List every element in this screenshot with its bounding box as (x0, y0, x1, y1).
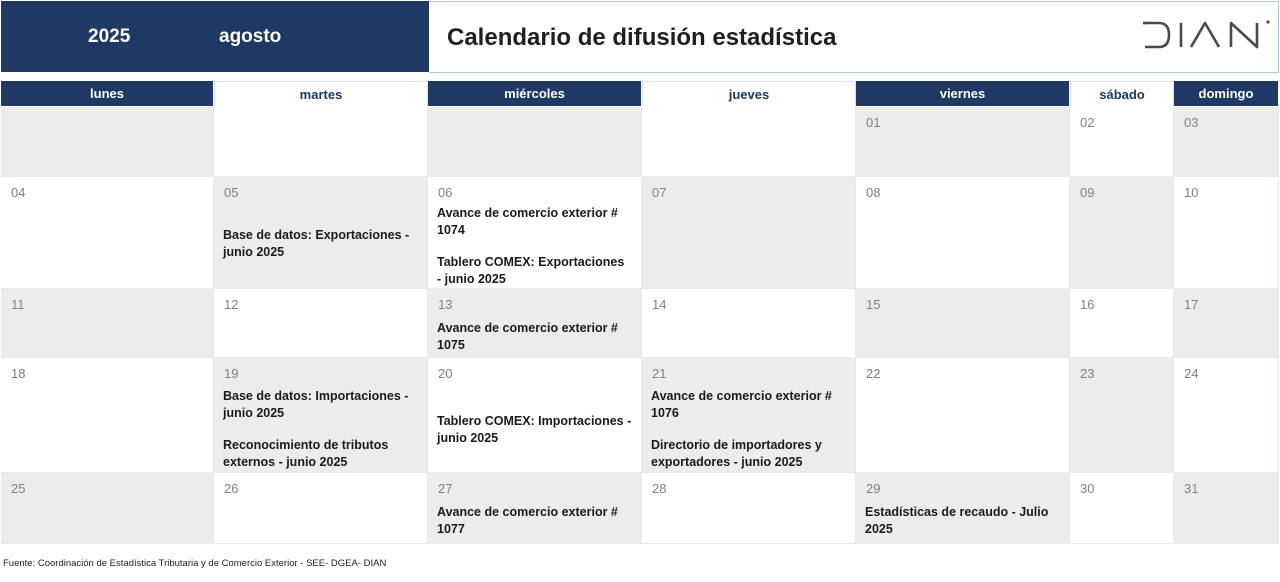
day-number: 05 (224, 185, 239, 200)
day-number: 30 (1080, 481, 1095, 496)
month-label: agosto (219, 26, 282, 47)
calendar-day-cell (1174, 358, 1279, 473)
day-number: 15 (866, 297, 881, 312)
calendar-day-cell (428, 107, 642, 177)
day-number: 10 (1184, 185, 1199, 200)
calendar-day-cell (642, 473, 856, 544)
calendar-day-cell (1070, 358, 1174, 473)
weekday-jueves: jueves (642, 81, 856, 106)
page-title: Calendario de difusión estadística (447, 24, 837, 51)
calendar-event: Avance de comercio exterior # 1074 (437, 206, 618, 237)
calendar-day-cell (1, 473, 214, 544)
calendar-day-cell (1174, 289, 1279, 358)
calendar-day-cell (214, 107, 428, 177)
calendar-event: Reconocimiento de tributos externos - junio 2025 (223, 438, 389, 469)
calendar-day-cell (642, 289, 856, 358)
day-number: 08 (866, 185, 881, 200)
header-title-panel (429, 1, 1279, 73)
day-number: 22 (866, 366, 881, 381)
calendar-event: Directorio de importadores y exportadores - junio 2025 (651, 438, 822, 469)
weekday-miércoles: miércoles (428, 81, 641, 106)
day-number: 26 (224, 481, 239, 496)
calendar-day-cell (1, 107, 214, 177)
calendar-day-cell (1070, 177, 1174, 289)
day-number: 24 (1184, 366, 1199, 381)
calendar-event: Avance de comercio exterior # 1075 (437, 321, 618, 352)
day-number: 16 (1080, 297, 1095, 312)
calendar-day-cell (214, 473, 428, 544)
day-number: 03 (1184, 115, 1199, 130)
calendar-day-cell (856, 107, 1070, 177)
calendar-day-cell (1174, 473, 1279, 544)
calendar-day-cell (428, 289, 642, 358)
calendar-day-cell (1, 358, 214, 473)
calendar-event: Avance de comercio exterior # 1076 (651, 389, 832, 420)
day-number: 17 (1184, 297, 1199, 312)
year-label: 2025 (88, 26, 131, 47)
calendar-day-cell (214, 289, 428, 358)
dian-logo (1141, 18, 1271, 52)
calendar-day-cell (856, 358, 1070, 473)
calendar-day-cell (642, 107, 856, 177)
day-number: 06 (438, 185, 453, 200)
day-number: 04 (11, 185, 26, 200)
calendar-event: Tablero COMEX: Importaciones - junio 2025 (437, 414, 632, 445)
weekday-viernes: viernes (856, 81, 1069, 106)
weekday-domingo: domingo (1174, 81, 1278, 106)
day-number: 18 (11, 366, 26, 381)
calendar-day-cell (642, 358, 856, 473)
calendar-day-cell (1070, 107, 1174, 177)
calendar-event: Tablero COMEX: Exportaciones - junio 2025 (437, 255, 625, 286)
day-number: 23 (1080, 366, 1095, 381)
day-number: 01 (866, 115, 881, 130)
header-date-panel (1, 1, 429, 72)
calendar-day-cell (1174, 177, 1279, 289)
calendar-day-cell (1070, 473, 1174, 544)
day-number: 07 (652, 185, 667, 200)
calendar-day-cell (856, 177, 1070, 289)
day-number: 14 (652, 297, 667, 312)
day-number: 21 (652, 366, 667, 381)
day-number: 31 (1184, 481, 1199, 496)
calendar-day-cell (1070, 289, 1174, 358)
weekday-martes: martes (214, 81, 428, 106)
calendar-day-cell (214, 177, 428, 289)
weekday-lunes: lunes (1, 81, 213, 106)
calendar-day-cell (1174, 107, 1279, 177)
source-footnote: Fuente: Coordinación de Estadística Tributaria y de Comercio Exterior - SEE- DGEA- DIAN (3, 558, 387, 569)
day-number: 25 (11, 481, 26, 496)
day-number: 29 (866, 481, 881, 496)
calendar-day-cell (214, 358, 428, 473)
weekday-sábado: sábado (1070, 81, 1174, 106)
day-number: 12 (224, 297, 239, 312)
calendar-day-cell (642, 177, 856, 289)
day-number: 19 (224, 366, 239, 381)
day-number: 13 (438, 297, 453, 312)
calendar-day-cell (856, 289, 1070, 358)
calendar-event: Base de datos: Importaciones - junio 2025 (223, 389, 409, 420)
day-number: 11 (11, 297, 25, 312)
day-number: 09 (1080, 185, 1095, 200)
calendar-event: Base de datos: Exportaciones - junio 2025 (223, 228, 410, 259)
day-number: 20 (438, 366, 453, 381)
calendar-day-cell (428, 177, 642, 289)
calendar-day-cell (428, 358, 642, 473)
day-number: 02 (1080, 115, 1095, 130)
day-number: 28 (652, 481, 667, 496)
calendar-header (0, 0, 1280, 72)
calendar-day-cell (1, 289, 214, 358)
calendar-day-cell (856, 473, 1070, 544)
calendar-day-cell (1, 177, 214, 289)
calendar-event: Avance de comercio exterior # 1077 (437, 505, 618, 536)
day-number: 27 (438, 481, 453, 496)
calendar-grid (0, 107, 1280, 544)
weekday-header-row (0, 81, 1280, 107)
calendar-event: Estadísticas de recaudo - Julio 2025 (865, 505, 1049, 536)
calendar-day-cell (428, 473, 642, 544)
